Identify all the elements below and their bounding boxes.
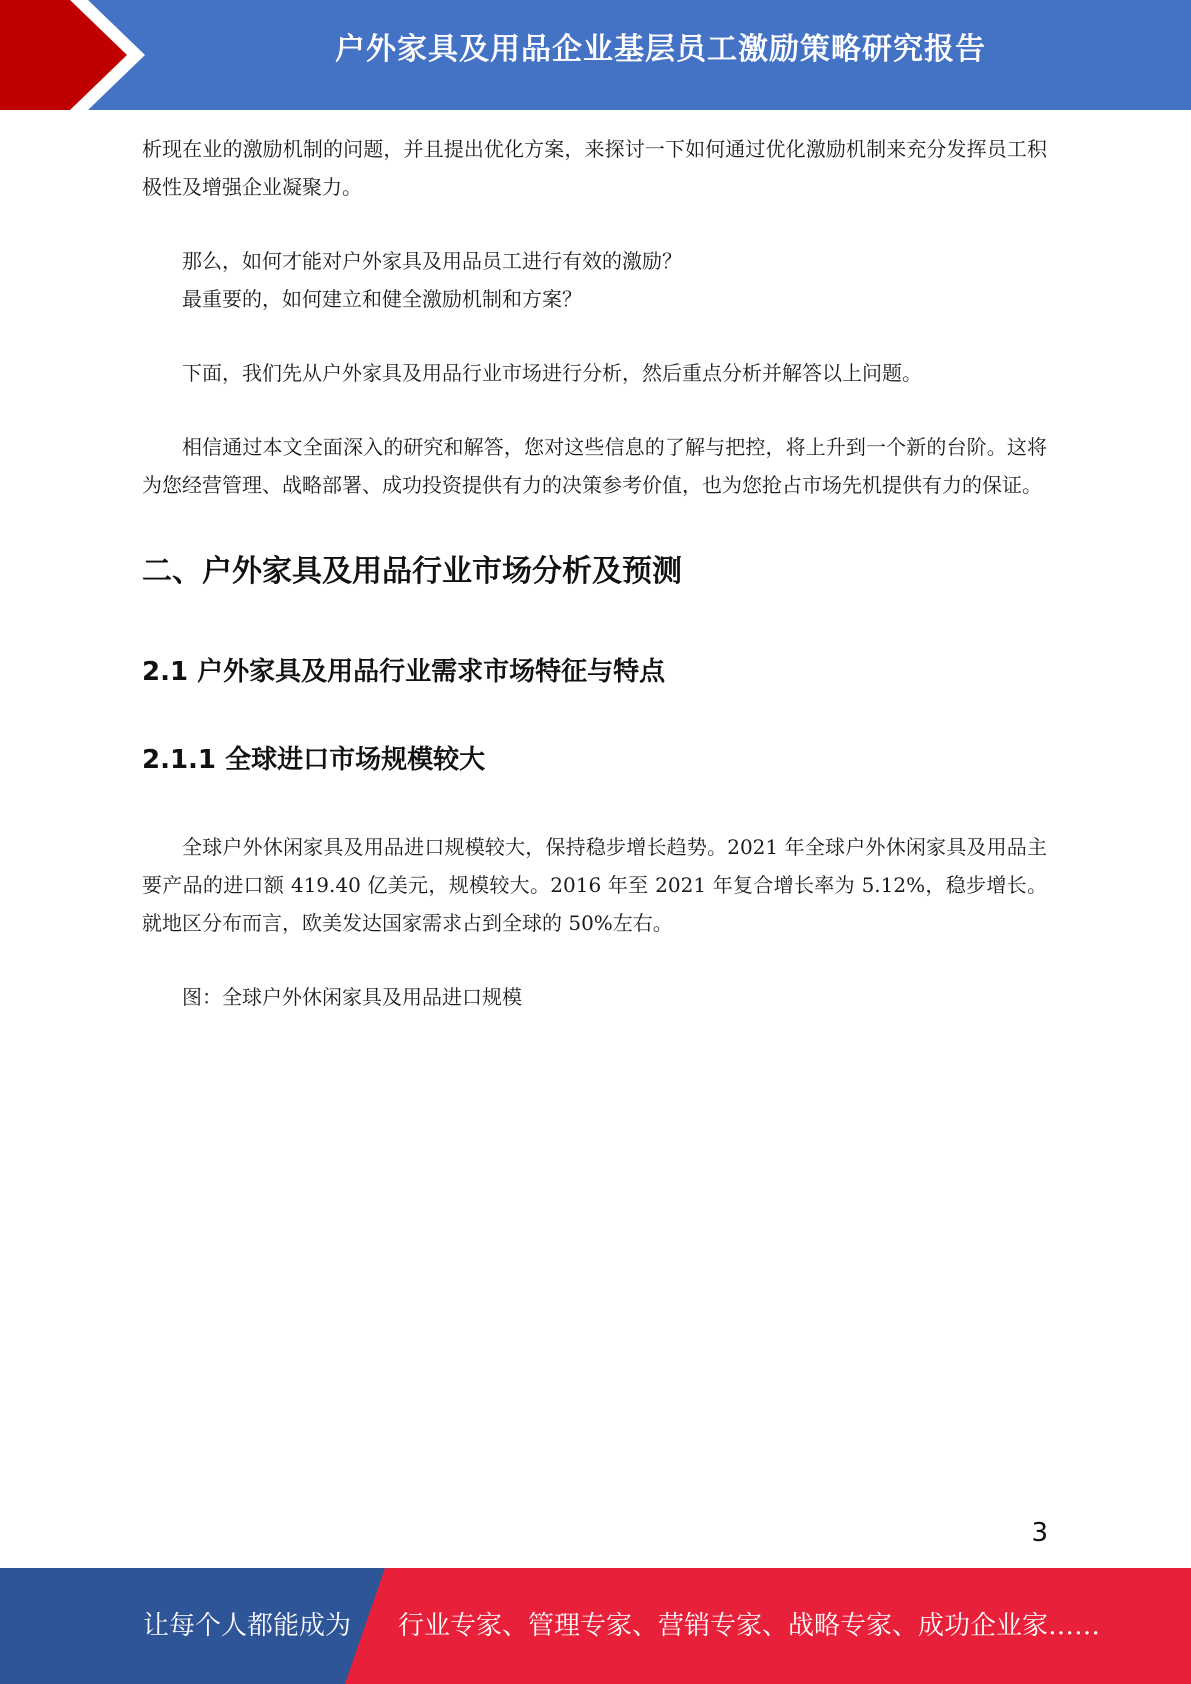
subsection-heading-2-1: 2.1 户外家具及用品行业需求市场特征与特点 bbox=[142, 657, 666, 687]
paragraph-intro-continuation: 析现在业的激励机制的问题，并且提出优化方案，来探讨一下如何通过优化激励机制来充分发挥员工积极性及增强企业凝聚力。 bbox=[142, 137, 1047, 199]
question-2: 最重要的，如何建立和健全激励机制和方案？ bbox=[182, 287, 582, 311]
footer-slogan-left: 让每个人都能成为 bbox=[143, 1611, 352, 1641]
question-1: 那么，如何才能对户外家具及用品员工进行有效的激励？ bbox=[182, 249, 682, 273]
paragraph-analysis-plan: 下面，我们先从户外家具及用品行业市场进行分析，然后重点分析并解答以上问题。 bbox=[182, 361, 922, 385]
subsubsection-heading-2-1-1: 2.1.1 全球进口市场规模较大 bbox=[142, 745, 486, 775]
footer-banner bbox=[0, 1568, 1191, 1684]
header-banner bbox=[0, 0, 1191, 110]
footer-slogan-right: 行业专家、管理专家、营销专家、战略专家、成功企业家…… bbox=[398, 1611, 1101, 1641]
figure-caption: 图：全球户外休闲家具及用品进口规模 bbox=[182, 985, 522, 1009]
document-body bbox=[142, 130, 1047, 1016]
paragraph-global-import: 全球户外休闲家具及用品进口规模较大，保持稳步增长趋势。2021 年全球户外休闲家具及用品主要产品的进口额 419.40 亿美元，规模较大。2016 年至 2021 年复合增长率为 5.12%，稳步增长。就地区分布而言，欧美发达国家需求占到全球的 50%左右。 bbox=[142, 835, 1047, 935]
section-heading-2: 二、户外家具及用品行业市场分析及预测 bbox=[142, 554, 682, 589]
paragraph-value-statement: 相信通过本文全面深入的研究和解答，您对这些信息的了解与把控，将上升到一个新的台阶。这将为您经营管理、战略部署、成功投资提供有力的决策参考价值，也为您抢占市场先机提供有力的保证。 bbox=[142, 435, 1047, 497]
report-title: 户外家具及用品企业基层员工激励策略研究报告 bbox=[335, 32, 986, 67]
page-number: 3 bbox=[1031, 1518, 1048, 1548]
